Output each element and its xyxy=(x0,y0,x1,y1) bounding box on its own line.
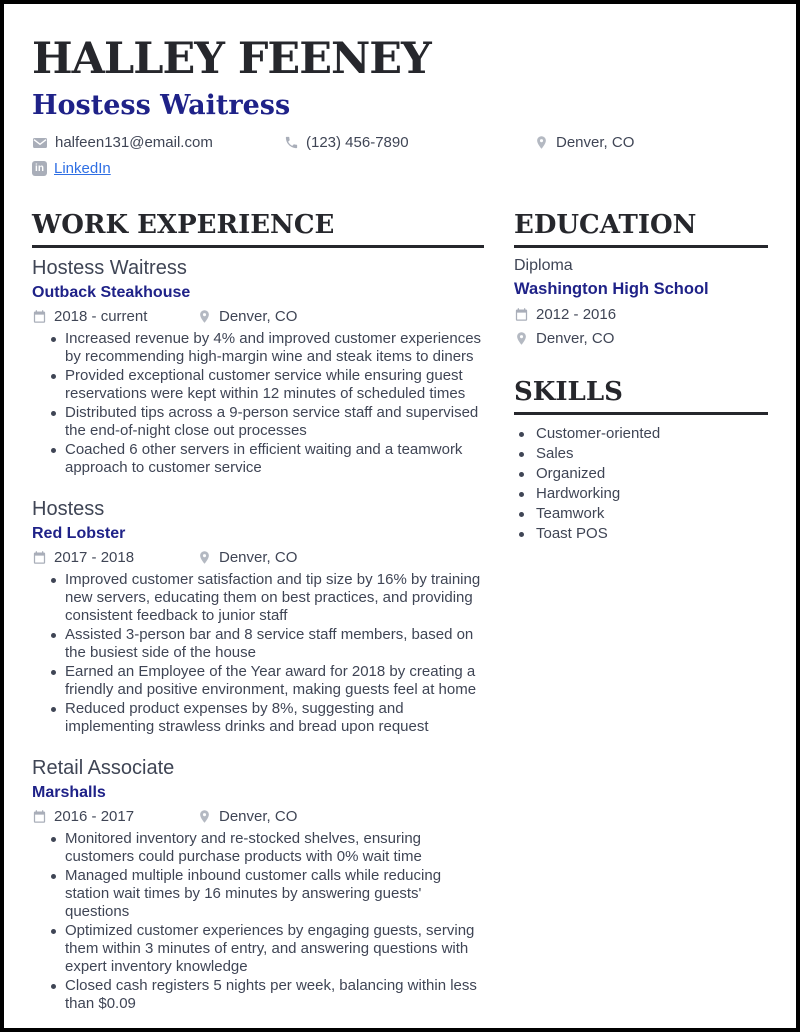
bullet-item: Reduced product expenses by 8%, suggesting and implementing strawless drinks and bread upon request xyxy=(50,700,484,736)
bullet-item: Assisted 3-person bar and 8 service staff members, based on the busiest side of the house xyxy=(50,626,484,662)
candidate-title: Hostess Waitress xyxy=(32,90,291,121)
job-company: Marshalls xyxy=(32,784,106,801)
phone-icon xyxy=(284,135,299,150)
contact-row-2 xyxy=(32,160,768,177)
bullet-item: Increased revenue by 4% and improved customer experiences by recommending high-margin wine and steak items to diners xyxy=(50,330,484,366)
job-dates: 2018 - current xyxy=(54,308,148,325)
job-dates-item xyxy=(32,808,197,825)
calendar-icon xyxy=(32,550,47,565)
bullet-item: Earned an Employee of the Year award for 2018 by creating a friendly and positive environment, making guests feel at home xyxy=(50,663,484,699)
job-entry xyxy=(32,257,484,477)
location-icon xyxy=(534,135,549,150)
job-company: Outback Steakhouse xyxy=(32,284,191,301)
education-location-item xyxy=(514,330,768,347)
work-experience-section xyxy=(32,210,484,1032)
calendar-icon xyxy=(32,809,47,824)
bullet-item: Provided exceptional customer service while ensuring guest reservations were kept within 12 minutes of scheduled times xyxy=(50,367,484,403)
skills-section xyxy=(514,377,768,544)
contact-info xyxy=(32,134,768,177)
education-location: Denver, CO xyxy=(536,330,615,347)
contact-row-1 xyxy=(32,134,768,151)
bullet-item: Coached 6 other servers in efficient waiting and a teamwork approach to customer service xyxy=(50,441,484,477)
job-dates: 2017 - 2018 xyxy=(54,549,135,566)
candidate-name: HALLEY FEENEY xyxy=(32,34,431,84)
skills-title: SKILLS xyxy=(514,377,768,415)
resume-header xyxy=(32,34,768,177)
job-entry xyxy=(32,498,484,736)
linkedin-item xyxy=(32,160,111,177)
skill-item: Teamwork xyxy=(518,504,768,524)
location-icon xyxy=(514,331,529,346)
skills-list xyxy=(514,424,768,544)
education-title: EDUCATION xyxy=(514,210,768,248)
bullet-item: Closed cash registers 5 nights per week, balancing within less than $0.09 xyxy=(50,977,484,1013)
job-location: Denver, CO xyxy=(219,549,298,566)
job-bullets xyxy=(32,571,484,736)
location-icon xyxy=(197,550,212,565)
education-school: Washington High School xyxy=(514,280,709,298)
bullet-item: Optimized customer experiences by engaging guests, serving them within 3 minutes of entry, and answering questions with expert inventory knowledge xyxy=(50,922,484,976)
job-title: Retail Associate xyxy=(32,757,175,779)
location-icon xyxy=(197,809,212,824)
job-meta xyxy=(32,308,484,325)
resume-body xyxy=(32,210,768,1032)
email-icon xyxy=(32,135,48,151)
right-column xyxy=(514,210,768,1032)
bullet-item: Monitored inventory and re-stocked shelves, ensuring customers could purchase products with 0% wait time xyxy=(50,830,484,866)
email-item xyxy=(32,134,284,151)
job-location-item xyxy=(197,549,297,566)
linkedin-icon: in xyxy=(32,161,47,176)
job-location: Denver, CO xyxy=(219,308,298,325)
job-dates-item xyxy=(32,549,197,566)
job-bullets xyxy=(32,330,484,477)
email-text: halfeen131@email.com xyxy=(55,134,213,151)
linkedin-link[interactable]: LinkedIn xyxy=(54,160,111,177)
phone-item xyxy=(284,134,534,151)
job-bullets xyxy=(32,830,484,1013)
skill-item: Customer-oriented xyxy=(518,424,768,444)
job-entry xyxy=(32,757,484,1013)
skill-item: Hardworking xyxy=(518,484,768,504)
skill-item: Organized xyxy=(518,464,768,484)
job-meta xyxy=(32,549,484,566)
education-dates-item xyxy=(514,306,768,323)
job-location-item xyxy=(197,808,297,825)
location-item xyxy=(534,134,634,151)
location-text: Denver, CO xyxy=(556,134,635,151)
bullet-item: Distributed tips across a 9-person service staff and supervised the end-of-night close out processes xyxy=(50,404,484,440)
skill-item: Sales xyxy=(518,444,768,464)
work-experience-title: WORK EXPERIENCE xyxy=(32,210,484,248)
calendar-icon xyxy=(32,309,47,324)
bullet-item: Improved customer satisfaction and tip size by 16% by training new servers, educating them on best practices, and providing consistent feedback to junior staff xyxy=(50,571,484,625)
job-title: Hostess Waitress xyxy=(32,257,187,279)
job-dates: 2016 - 2017 xyxy=(54,808,135,825)
job-meta xyxy=(32,808,484,825)
job-location-item xyxy=(197,308,297,325)
job-dates-item xyxy=(32,308,197,325)
education-section xyxy=(514,210,768,347)
skill-item: Toast POS xyxy=(518,524,768,544)
bullet-item: Managed multiple inbound customer calls while reducing station wait times by 16 minutes by answering guests' questions xyxy=(50,867,484,921)
job-company: Red Lobster xyxy=(32,525,126,542)
education-degree: Diploma xyxy=(514,257,573,274)
location-icon xyxy=(197,309,212,324)
phone-text: (123) 456-7890 xyxy=(306,134,409,151)
job-title: Hostess xyxy=(32,498,105,520)
job-location: Denver, CO xyxy=(219,808,298,825)
education-dates: 2012 - 2016 xyxy=(536,306,617,323)
calendar-icon xyxy=(514,307,529,322)
